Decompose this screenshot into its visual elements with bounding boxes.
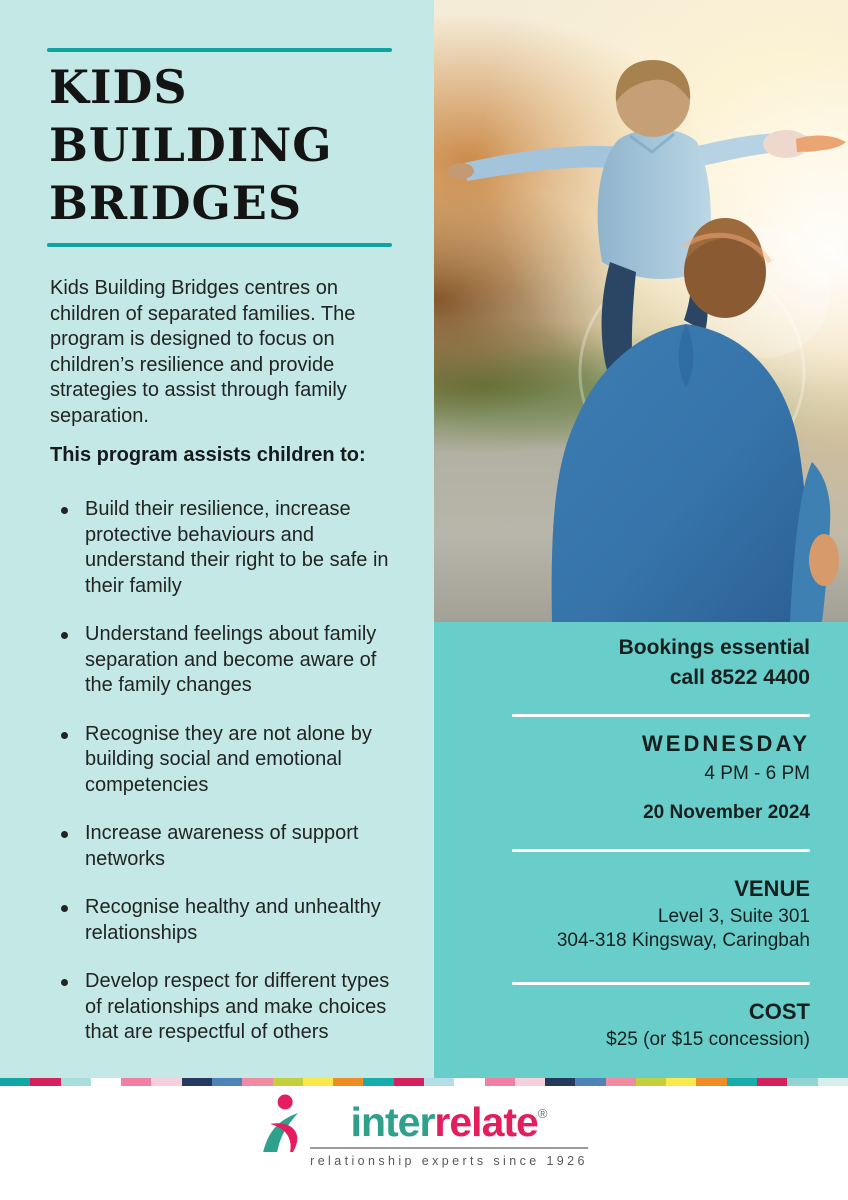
venue-address-line-1: Level 3, Suite 301 [657, 906, 810, 927]
title-line-1: KIDS [49, 60, 188, 114]
color-strip-segment [212, 1078, 242, 1086]
color-strip-segment [636, 1078, 666, 1086]
title-line-2: BUILDING [49, 118, 333, 172]
color-strip-segment [666, 1078, 696, 1086]
color-strip-segment [757, 1078, 787, 1086]
venue-heading: VENUE [734, 876, 810, 901]
color-strip-segment [545, 1078, 575, 1086]
color-strip-segment [333, 1078, 363, 1086]
title-rule-top [47, 48, 392, 52]
logo-divider [310, 1147, 588, 1149]
registered-mark-icon: ® [537, 1106, 548, 1121]
list-item: Build their resilience, increase protective behaviours and understand their right to be safe in their family [50, 497, 402, 599]
color-strip-segment [696, 1078, 726, 1086]
hero-photo [434, 0, 848, 622]
color-strip-segment [363, 1078, 393, 1086]
bullet-list [50, 497, 402, 1069]
color-strip-segment [606, 1078, 636, 1086]
color-strip-segment [454, 1078, 484, 1086]
color-strip-segment [303, 1078, 333, 1086]
cost-heading: COST [748, 999, 810, 1024]
list-item: Develop respect for different types of relationships and make choices that are respectful of others [50, 969, 402, 1046]
intro-paragraph: Kids Building Bridges centres on children of separated families. The program is designed to focus on children’s resilience and provide strategies to assist through family separation. [50, 277, 356, 427]
color-strip-segment [30, 1078, 60, 1086]
title-rule-bottom [47, 243, 392, 247]
panel-divider [512, 714, 810, 717]
logo-text-block [310, 1092, 588, 1168]
logo-word-inter: inter [350, 1099, 435, 1145]
list-item: Increase awareness of support networks [50, 821, 402, 872]
color-strip-segment [91, 1078, 121, 1086]
list-item: Recognise healthy and unhealthy relationships [50, 895, 402, 946]
venue-address-line-2: 304-318 Kingsway, Caringbah [556, 930, 810, 951]
panel-divider [512, 982, 810, 985]
list-item: Understand feelings about family separation and become aware of the family changes [50, 622, 402, 699]
color-strip-segment [818, 1078, 848, 1086]
color-strip-segment [787, 1078, 817, 1086]
color-strip-segment [727, 1078, 757, 1086]
assist-heading: This program assists children to: [50, 444, 366, 466]
color-strip-segment [394, 1078, 424, 1086]
logo-wordmark [351, 1092, 548, 1144]
color-strip-segment [575, 1078, 605, 1086]
color-strip-segment [424, 1078, 454, 1086]
color-strip-segment [242, 1078, 272, 1086]
cost-value: $25 (or $15 concession) [606, 1029, 810, 1050]
session-time: 4 PM - 6 PM [704, 763, 810, 784]
color-strip-segment [182, 1078, 212, 1086]
person-icon [260, 1094, 304, 1152]
color-strip-segment [151, 1078, 181, 1086]
interrelate-logo [260, 1092, 588, 1168]
color-strip-segment [515, 1078, 545, 1086]
logo-tagline: relationship experts since 1926 [310, 1154, 588, 1168]
decorative-color-strip [0, 1078, 848, 1086]
logo-word-relate: relate [434, 1099, 538, 1145]
color-strip-segment [61, 1078, 91, 1086]
info-panel [434, 622, 848, 1078]
color-strip-segment [0, 1078, 30, 1086]
left-column [0, 0, 434, 1078]
panel-divider [512, 849, 810, 852]
color-strip-segment [485, 1078, 515, 1086]
list-item: Recognise they are not alone by building social and emotional competencies [50, 722, 402, 799]
session-date: 20 November 2024 [643, 802, 810, 823]
color-strip-segment [121, 1078, 151, 1086]
photo-figures [434, 0, 848, 622]
color-strip-segment [273, 1078, 303, 1086]
booking-line-1: Bookings essential [618, 636, 810, 659]
session-day: WEDNESDAY [642, 731, 810, 756]
title-line-3: BRIDGES [49, 176, 303, 230]
booking-phone: call 8522 4400 [669, 666, 810, 689]
footer [0, 1078, 848, 1200]
page-title [49, 58, 333, 232]
booking-info [619, 633, 810, 693]
